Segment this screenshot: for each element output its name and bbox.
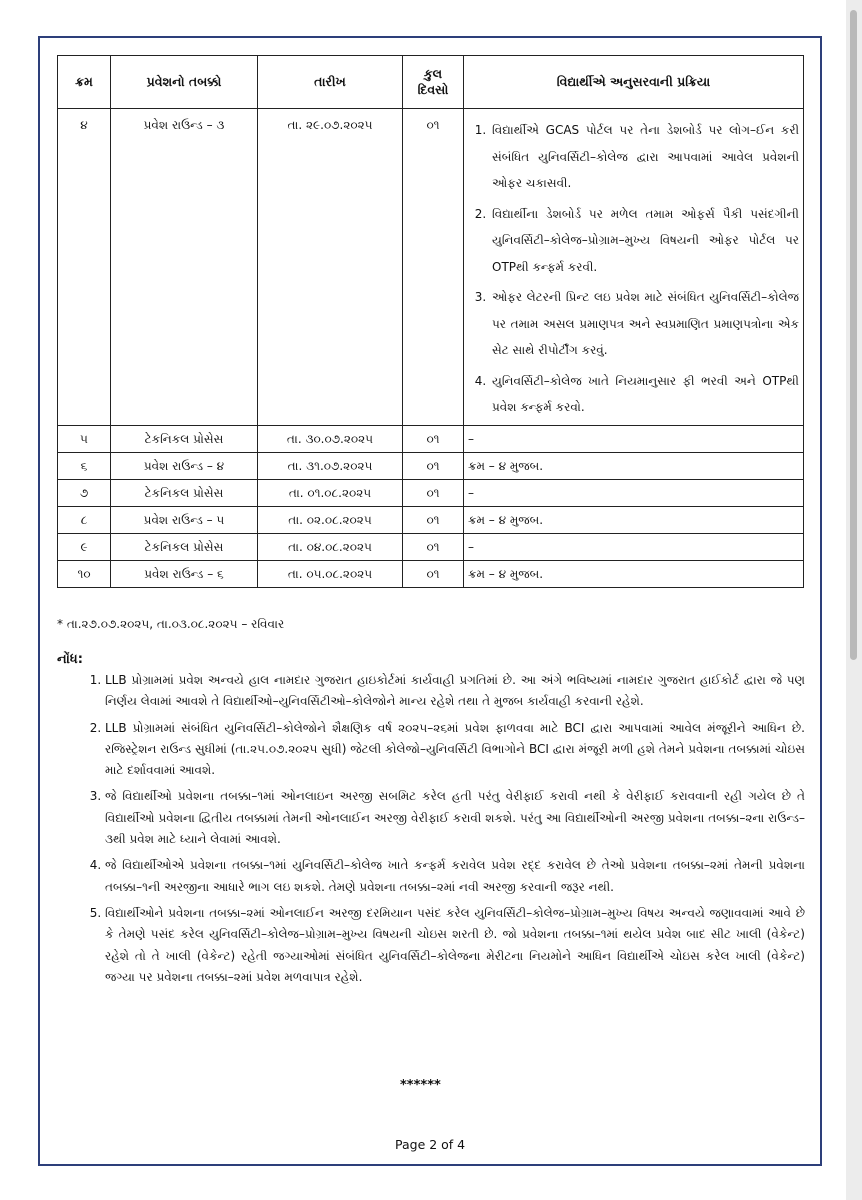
- cell-days: ૦૧: [403, 533, 464, 560]
- cell-date: તા. ૦૪.૦૮.૨૦૨૫: [258, 533, 403, 560]
- process-step: 2. વિદ્યાર્થીના ડેશબોર્ડ પર મળેલ તમામ ઓફર્સ પૈકી પસંદગીની યુનિવર્સિટી–કોલેજ–પ્રોગ્રામ–મુખ્ય વિષયની ઓફર પોર્ટલ પર OTPથી કન્ફર્મ કરવી.: [490, 201, 799, 281]
- cell-days: ૦૧: [403, 560, 464, 587]
- header-process: વિદ્યાર્થીએ અનુસરવાની પ્રક્રિયા: [464, 56, 804, 109]
- table-row: [58, 479, 804, 506]
- cell-serial: ૫: [58, 425, 111, 452]
- note-item: 2. LLB પ્રોગ્રામમાં સંબંધિત યુનિવર્સિટી–કોલેજોને શૈક્ષણિક વર્ષ ૨૦૨૫–૨૬માં પ્રવેશ ફાળવવા માટે BCI દ્વારા આપવામાં આવેલ મંજૂરીને આધિન છે. રજિસ્ટ્રેશન રાઉન્ડ સુધીમાં (તા.૨૫.૦૭.૨૦૨૫ સુધી) જેટલી કોલેજો–યુનિવર્સિટી વિભાગોને BCI દ્વારા મંજૂરી મળી હશે તેમને પ્રવેશના તબક્કામાં ચોઇસ માટે દર્શાવવામાં આવશે.: [105, 718, 805, 782]
- cell-date: તા. ૨૯.૦૭.૨૦૨૫: [258, 109, 403, 426]
- cell-stage: પ્રવેશ રાઉન્ડ – ૫: [111, 506, 258, 533]
- cell-date: તા. ૦૨.૦૮.૨૦૨૫: [258, 506, 403, 533]
- scrollbar-thumb[interactable]: [850, 10, 857, 660]
- cell-serial: ૬: [58, 452, 111, 479]
- page-number: Page 2 of 4: [395, 1137, 466, 1152]
- cell-process: –: [464, 425, 804, 452]
- table-row: [58, 425, 804, 452]
- cell-days: ૦૧: [403, 425, 464, 452]
- process-steps-list: [468, 117, 799, 421]
- cell-process: ક્રમ – ૪ મુજબ.: [464, 452, 804, 479]
- end-mark: ******: [400, 1078, 441, 1093]
- cell-date: તા. ૦૧.૦૮.૨૦૨૫: [258, 479, 403, 506]
- notes-list: [65, 670, 805, 993]
- table-row: [58, 560, 804, 587]
- header-serial: ક્રમ: [58, 56, 111, 109]
- cell-stage: પ્રવેશ રાઉન્ડ – ૪: [111, 452, 258, 479]
- cell-date: તા. ૩૦.૦૭.૨૦૨૫: [258, 425, 403, 452]
- cell-stage: ટેકનિકલ પ્રોસેસ: [111, 533, 258, 560]
- note-item: 5. વિદ્યાર્થીઓને પ્રવેશના તબક્કા–૨માં ઓનલાઈન અરજી દરમિયાન પસંદ કરેલ યુનિવર્સિટી–કોલેજ–પ્રોગ્રામ–મુખ્ય વિષય અન્વયે જણાવવામાં આવે છે કે તેમણે પસંદ કરેલ યુનિવર્સિટી–કોલેજ–પ્રોગ્રામ–મુખ્ય વિષયની ચોઇસ શરતી છે. જો પ્રવેશના તબક્કા–૧માં થયેલ પ્રવેશ બાદ સીટ ખાલી (વેકેન્ટ) રહેશે તો તે ખાલી (વેકેન્ટ) રહેતી જગ્યાઓમાં સંબંધિત યુનિવર્સિટી–કોલેજના મેરીટના નિયમોને આધિન વિદ્યાર્થીએ ચોઇસ કરેલ ખાલી (વેકેન્ટ) જગ્યા પર પ્રવેશના તબક્કા–૨માં પ્રવેશ મળવાપાત્ર રહેશે.: [105, 903, 805, 988]
- cell-process: ક્રમ – ૪ મુજબ.: [464, 506, 804, 533]
- table-row: [58, 452, 804, 479]
- cell-days: ૦૧: [403, 452, 464, 479]
- table-row: [58, 506, 804, 533]
- cell-serial: ૮: [58, 506, 111, 533]
- cell-date: તા. ૦૫.૦૮.૨૦૨૫: [258, 560, 403, 587]
- cell-serial: ૭: [58, 479, 111, 506]
- process-step: 4. યુનિવર્સિટી–કોલેજ ખાતે નિયમાનુસાર ફી ભરવી અને OTPથી પ્રવેશ કન્ફર્મ કરવો.: [490, 368, 799, 421]
- cell-stage: પ્રવેશ રાઉન્ડ – ૩: [111, 109, 258, 426]
- header-date: તારીખ: [258, 56, 403, 109]
- cell-serial: ૧૦: [58, 560, 111, 587]
- cell-stage: ટેકનિકલ પ્રોસેસ: [111, 425, 258, 452]
- cell-process: –: [464, 479, 804, 506]
- table-row: [58, 109, 804, 426]
- note-item: 1. LLB પ્રોગ્રામમાં પ્રવેશ અન્વયે હાલ નામદાર ગુજરાત હાઇકોર્ટમાં કાર્યવાહી પ્રગતિમાં છે. આ અંગે ભવિષ્યમાં નામદાર ગુજરાત હાઈકોર્ટ દ્વારા જે પણ નિર્ણય લેવામાં આવશે તે વિદ્યાર્થીઓ–યુનિવર્સિટીઓ–કોલેજોને માન્ય રહેશે તથા તે મુજબ કાર્યવાહી કરવાની રહેશે.: [105, 670, 805, 713]
- note-item: 3. જે વિદ્યાર્થીઓ પ્રવેશના તબક્કા–૧માં ઓનલાઇન અરજી સબમિટ કરેલ હતી પરંતુ વેરીફાઈ કરાવી નથી કે વેરીફાઈ કરાવવાની રહી ગયેલ છે તે વિદ્યાર્થીઓ પ્રવેશના દ્વિતીય તબક્કામાં તેમની ઓનલાઈન અરજી વેરીફાઈ કરાવી શકશે. પરંતુ આ વિદ્યાર્થીઓની અરજી પ્રવેશના તબક્કા–૨ના રાઉન્ડ–૩થી પ્રવેશ માટે ધ્યાને લેવામાં આવશે.: [105, 786, 805, 850]
- table-row: [58, 533, 804, 560]
- table-header-row: [58, 56, 804, 109]
- cell-serial: ૯: [58, 533, 111, 560]
- cell-days: ૦૧: [403, 109, 464, 426]
- process-step: 1. વિદ્યાર્થીએ GCAS પોર્ટલ પર તેના ડેશબોર્ડ પર લોગ–ઈન કરી સંબંધિત યુનિવર્સિટી–કોલેજ દ્વારા આપવામાં આવેલ પ્રવેશની ઓફર ચકાસવી.: [490, 117, 799, 197]
- holiday-footnote: * તા.૨૭.૦૭.૨૦૨૫, તા.૦૩.૦૮.૨૦૨૫ – રવિવાર: [57, 617, 285, 631]
- cell-process: –: [464, 533, 804, 560]
- cell-stage: ટેકનિકલ પ્રોસેસ: [111, 479, 258, 506]
- process-step: 3. ઓફર લેટરની પ્રિન્ટ લઇ પ્રવેશ માટે સંબંધિત યુનિવર્સિટી–કોલેજ પર તમામ અસલ પ્રમાણપત્ર અને સ્વપ્રમાણિત પ્રમાણપત્રોના એક સેટ સાથે રીપોર્ટીંગ કરવું.: [490, 284, 799, 364]
- cell-stage: પ્રવેશ રાઉન્ડ – ૬: [111, 560, 258, 587]
- cell-date: તા. ૩૧.૦૭.૨૦૨૫: [258, 452, 403, 479]
- note-item: 4. જે વિદ્યાર્થીઓએ પ્રવેશના તબક્કા–૧માં યુનિવર્સિટી–કોલેજ ખાતે કન્ફર્મ કરાવેલ પ્રવેશ રદ્દ કરાવેલ છે તેઓ પ્રવેશના તબક્કા–૨માં તેમની પ્રવેશના તબક્કા–૧ની અરજીના આધારે ભાગ લઇ શકશે. તેમણે પ્રવેશના તબક્કા–૨માં નવી અરજી કરવાની જરૂર નથી.: [105, 855, 805, 898]
- header-stage: પ્રવેશનો તબક્કો: [111, 56, 258, 109]
- cell-days: ૦૧: [403, 479, 464, 506]
- cell-process: [464, 109, 804, 426]
- cell-serial: ૪: [58, 109, 111, 426]
- schedule-table: [57, 55, 804, 588]
- header-total-days: કુલ દિવસો: [403, 56, 464, 109]
- cell-process: ક્રમ – ૪ મુજબ.: [464, 560, 804, 587]
- cell-days: ૦૧: [403, 506, 464, 533]
- notes-heading: નોંધ:: [57, 652, 83, 667]
